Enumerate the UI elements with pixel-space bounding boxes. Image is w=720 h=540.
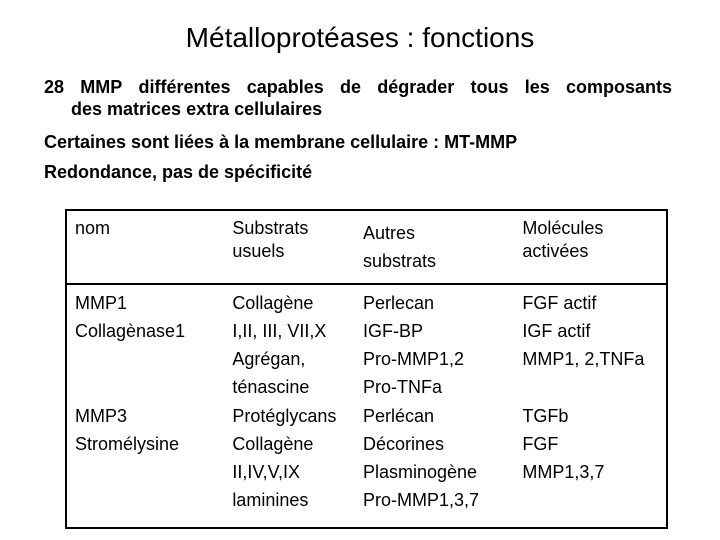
word: dégrader [377,77,455,97]
cell-line: Pro-MMP1,3,7 [362,490,480,510]
bullet-mmp-count-line1 [44,76,672,98]
cell-line: FGF [522,434,559,454]
header-cell-nom [66,210,224,284]
cell-line: ténascine [232,377,310,397]
cell-line: Collagènase1 [75,321,186,341]
cell-line: I,II, III, VII,X [232,321,327,341]
cell-nom [66,402,224,528]
cell-line: Plasminogène [362,462,478,482]
cell-line: Perlecan [362,293,435,313]
cell-line: Molécules [522,218,604,238]
cell-line: Pro-MMP1,2 [362,349,465,369]
word: MMP [80,77,123,97]
cell-substrats [224,402,355,528]
cell-line: MMP3 [75,406,128,426]
cell-molecules [514,402,667,528]
cell-line: Protéglycans [232,406,337,426]
bullet-mmp-count [44,76,672,120]
cell-line: IGF actif [522,321,591,341]
cell-line: TGFb [522,406,569,426]
cell-line: Autres [362,223,416,243]
table-row [66,284,667,402]
cell-line: Collagène [232,434,314,454]
table-header-row [66,210,667,284]
cell-substrats [224,284,355,402]
cell-line: Stromélysine [75,434,180,454]
bullet-mmp-count-line2: des matrices extra cellulaires [71,99,323,119]
cell-molecules [514,284,667,402]
cell-line: MMP1,3,7 [522,462,605,482]
bullet-list [44,76,672,183]
mmp-table [65,209,668,529]
cell-line: nom [75,218,111,238]
cell-line: laminines [232,490,309,510]
cell-line: FGF actif [522,293,597,313]
cell-line: Substrats [232,218,309,238]
table-row [66,402,667,528]
cell-nom [66,284,224,402]
slide-title: Métalloprotéases : fonctions [185,22,535,53]
cell-line: Perlécan [362,406,435,426]
cell-line: usuels [232,241,285,261]
word: composants [565,77,672,97]
cell-line: activées [522,241,589,261]
header-cell-substrats-usuels [224,210,355,284]
cell-line: Agrégan, [232,349,306,369]
bullet-redundancy: Redondance, pas de spécificité [44,162,313,182]
cell-line: MMP1 [75,293,128,313]
bullet-membrane-bound: Certaines sont liées à la membrane cellulaire : MT-MMP [44,132,518,152]
cell-line: IGF-BP [362,321,423,341]
cell-line: Pro-TNFa [362,377,442,397]
word: tous [470,77,509,97]
cell-line: II,IV,V,IX [232,462,301,482]
word: de [339,77,361,97]
cell-line: Décorines [362,434,445,454]
word: capables [246,77,324,97]
word: différentes [138,77,231,97]
header-cell-autres-substrats [355,210,514,284]
word: 28 [44,77,65,97]
cell-line: substrats [362,251,437,271]
cell-autres-substrats [355,402,514,528]
cell-line: MMP1, 2,TNFa [522,349,645,369]
header-cell-molecules-activees [514,210,667,284]
word: les [524,77,550,97]
cell-autres-substrats [355,284,514,402]
cell-line: Collagène [232,293,314,313]
